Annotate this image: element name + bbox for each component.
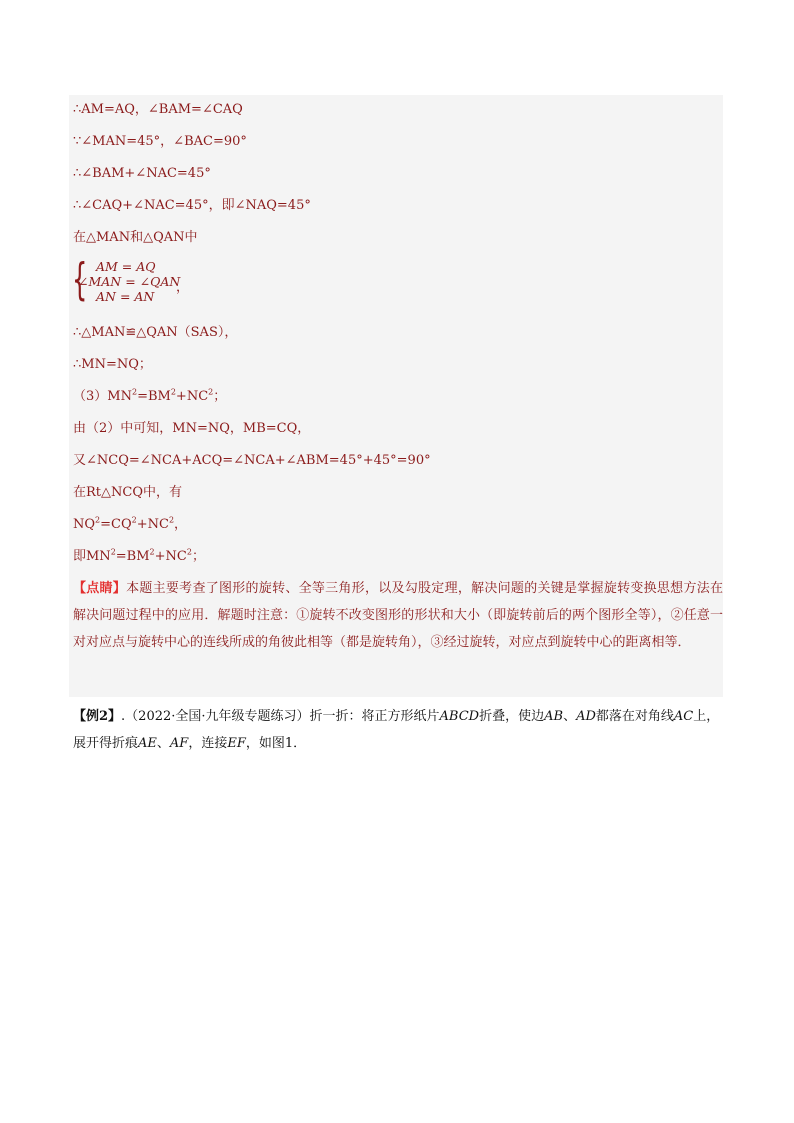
exponent: 2 xyxy=(168,515,175,525)
equation-am-aq: AM = AQ xyxy=(96,259,156,274)
solution-line-1: ∴AM=AQ，∠BAM=∠CAQ xyxy=(73,102,243,117)
exponent: 2 xyxy=(186,547,192,557)
summary-tag: 【点睛】 xyxy=(73,581,127,596)
var-ab: AB xyxy=(544,709,564,724)
part3-prefix: （3）MN xyxy=(73,389,132,404)
part3-mid2: +NC xyxy=(175,389,209,404)
solution-line-5: 在△MAN和△QAN中 xyxy=(73,230,198,245)
example-text: 、 xyxy=(563,709,577,724)
example-label: 【例2】 xyxy=(73,709,122,724)
example-text: 折叠，使边 xyxy=(479,709,545,724)
var-af: AF xyxy=(169,736,189,751)
equation-angle-man-qan: ∠MAN = ∠QAN xyxy=(78,274,181,289)
solution-line-rt-triangle: 在Rt△NCQ中，有 xyxy=(73,485,182,500)
example-text: 、 xyxy=(156,736,170,751)
trail-punct: ， xyxy=(174,517,188,532)
nq-term: NQ xyxy=(73,517,96,532)
solution-line-3: ∴∠BAM+∠NAC=45° xyxy=(73,166,211,181)
equation-system xyxy=(72,254,272,306)
var-ac: AC xyxy=(673,709,694,724)
exponent: 2 xyxy=(110,547,116,557)
example-source: .（2022·全国·九年级专题练习）折一折：将正方形纸片 xyxy=(121,709,440,724)
summary-note xyxy=(73,575,723,656)
nc-term: +NC xyxy=(136,517,169,532)
solution-line-congruent: ∴△MAN≌△QAN（SAS）， xyxy=(73,325,238,340)
exponent: 2 xyxy=(131,387,138,397)
var-abcd: ABCD xyxy=(439,709,480,724)
var-ef: EF xyxy=(227,736,246,751)
nc-term: +NC xyxy=(154,549,187,564)
system-comma: ， xyxy=(176,280,190,295)
trail-punct: ； xyxy=(191,549,205,564)
example-text: ，如图1． xyxy=(245,736,307,751)
part3-statement xyxy=(73,388,721,406)
solution-line-angle-ncq: 又∠NCQ=∠NCA+ACQ=∠NCA+∠ABM=45°+45°=90° xyxy=(73,453,431,468)
example-text: 都落在对角线 xyxy=(595,709,674,724)
example-2 xyxy=(73,703,723,757)
left-brace: { xyxy=(72,254,88,305)
solution-line-4: ∴∠CAQ+∠NAC=45°，即∠NAQ=45° xyxy=(73,198,311,213)
exponent: 2 xyxy=(95,515,101,525)
exponent: 2 xyxy=(149,547,155,557)
var-ae: AE xyxy=(138,736,157,751)
solution-line-mn-nq: ∴MN=NQ； xyxy=(73,357,152,372)
mn-term: 即MN xyxy=(73,549,111,564)
part3-suffix: ； xyxy=(213,389,227,404)
pythagoras-mn xyxy=(73,548,721,566)
bm-term: =BM xyxy=(115,549,150,564)
example-text: 上，展开得折痕 xyxy=(73,709,720,751)
example-text: ，连接 xyxy=(188,736,228,751)
exponent: 2 xyxy=(131,515,137,525)
var-ad: AD xyxy=(576,709,596,724)
exponent: 2 xyxy=(208,387,214,397)
exponent: 2 xyxy=(170,387,176,397)
cq-term: =CQ xyxy=(100,517,132,532)
solution-line-2: ∵∠MAN=45°，∠BAC=90° xyxy=(73,134,247,149)
pythagoras-nq xyxy=(73,516,721,534)
part3-mid1: =BM xyxy=(137,389,171,404)
equation-an-an: AN = AN xyxy=(96,289,155,304)
solution-line-from-2: 由（2）中可知，MN=NQ，MB=CQ， xyxy=(73,421,311,436)
summary-text: 本题主要考查了图形的旋转、全等三角形，以及勾股定理，解决问题的关键是掌握旋转变换思想方法在解决问题过程中的应用．解题时注意：①旋转不改变图形的形状和大小（即旋转前后的两个图形全等），②任意一对对应点与旋转中心的连线所成的角彼此相等（都是旋转角），③经过旋转，对应点到旋转中心的距离相等． xyxy=(73,581,723,650)
